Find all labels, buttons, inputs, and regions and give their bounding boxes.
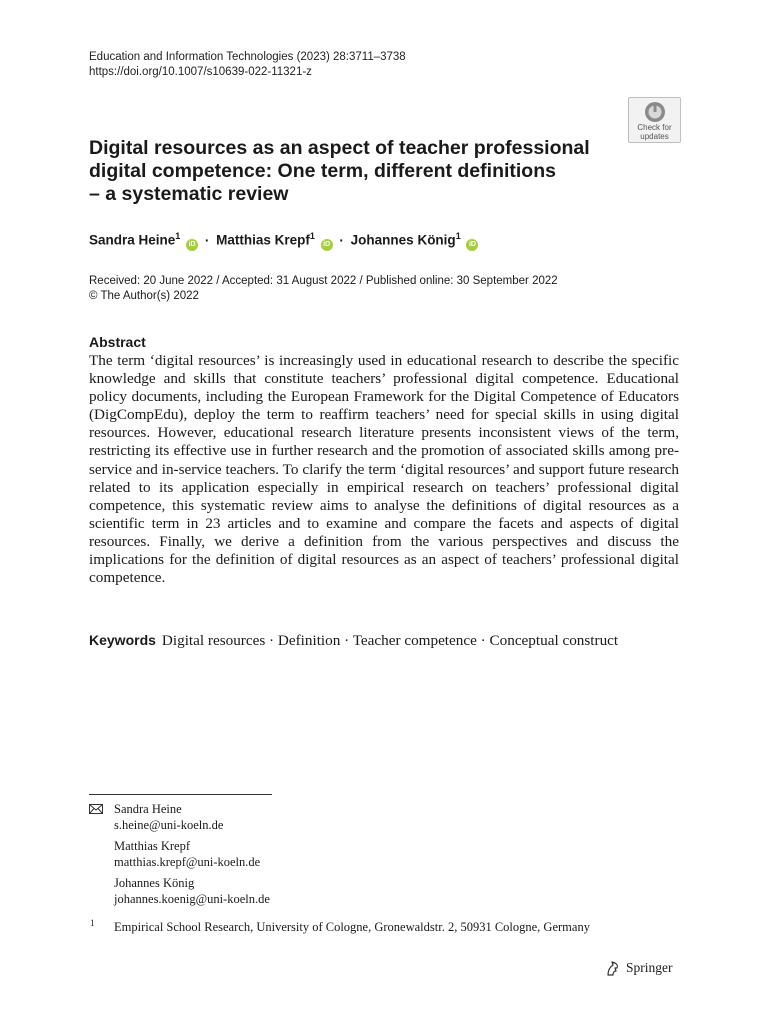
dates-line: Received: 20 June 2022 / Accepted: 31 August 2022 / Published online: 30 September 2022	[89, 275, 558, 287]
orcid-icon[interactable]: iD	[466, 239, 478, 251]
contact-email[interactable]: matthias.krepf@uni-koeln.de	[114, 854, 261, 869]
check-for-updates-badge[interactable]	[628, 97, 681, 143]
author-affil-marker: 1	[175, 231, 181, 241]
keywords-block	[89, 631, 679, 650]
contact-email[interactable]: s.heine@uni-koeln.de	[114, 817, 224, 832]
author-name[interactable]: Sandra Heine	[89, 232, 176, 248]
keywords-text: Digital resources · Definition · Teacher competence · Conceptual construct	[161, 632, 619, 649]
springer-horse-icon	[604, 959, 622, 977]
title-line: digital competence: One term, different definitions	[89, 160, 556, 182]
orcid-icon[interactable]: iD	[186, 239, 198, 251]
abstract-heading: Abstract	[89, 334, 146, 350]
journal-citation: Education and Information Technologies (2023) 28:3711–3738	[89, 51, 406, 63]
author-list	[89, 231, 478, 251]
contact-entry	[114, 802, 270, 833]
contact-entry	[114, 839, 270, 870]
contact-name: Sandra Heine	[114, 802, 182, 816]
affiliation-text: Empirical School Research, University of Cologne, Gronewaldstr. 2, 50931 Cologne, Germany	[114, 920, 590, 934]
title-line: Digital resources as an aspect of teacher professional	[89, 137, 590, 159]
badge-line2: updates	[640, 131, 669, 141]
abstract-text: The term ‘digital resources’ is increasingly used in educational research to describe the specific knowledge and skills that constitute teachers’ professional digital competence. Educational policy documents, including the European Framework for the Digital Competence of Educators (DigCompEdu), deploy the term to reaffirm teachers’ need for special skills in using digital resources. However, educational research literature presents inconsistent views of the term, restricting its effective use in further research and the promotion of associated skills among pre-service and in-service teachers. To clarify the term ‘digital resources’ and support future research related to its application especially in empirical research on teachers’ professional digital competence, this systematic review aims to analyse the definitions of digital resources as a scientific term in 23 articles and to examine and compare the facets and aspects of digital resources. Finally, we derive a definition from the various perspectives and discuss the implications for the definition of digital resources as an aspect of teachers’ professional digital competence.	[89, 352, 679, 587]
author-separator: ·	[204, 232, 210, 248]
orcid-icon[interactable]: iD	[321, 239, 333, 251]
author-separator: ·	[339, 232, 344, 248]
contact-name: Johannes König	[114, 876, 195, 890]
keywords-label: Keywords	[89, 632, 156, 648]
check-for-updates-icon	[644, 101, 666, 123]
paper-title	[89, 137, 609, 206]
envelope-icon	[89, 804, 103, 814]
author-name[interactable]: Johannes König	[350, 232, 456, 248]
author-name[interactable]: Matthias Krepf	[216, 232, 310, 248]
publisher-name: Springer	[626, 960, 673, 975]
contact-email[interactable]: johannes.koenig@uni-koeln.de	[114, 891, 270, 906]
copyright-line: © The Author(s) 2022	[89, 290, 199, 302]
publisher-logo	[604, 959, 673, 977]
badge-line1: Check for	[637, 123, 672, 132]
author-affil-marker: 1	[309, 231, 315, 241]
corresponding-contacts	[114, 802, 270, 913]
contact-name: Matthias Krepf	[114, 839, 191, 853]
affiliation-number: 1	[90, 918, 95, 928]
doi-link[interactable]: https://doi.org/10.1007/s10639-022-11321-z	[89, 66, 312, 78]
footnote-divider	[89, 794, 272, 795]
author-affil-marker: 1	[455, 231, 461, 241]
contact-entry	[114, 876, 270, 907]
publication-dates	[89, 274, 558, 304]
journal-header	[89, 50, 406, 80]
title-line: – a systematic review	[89, 183, 289, 205]
